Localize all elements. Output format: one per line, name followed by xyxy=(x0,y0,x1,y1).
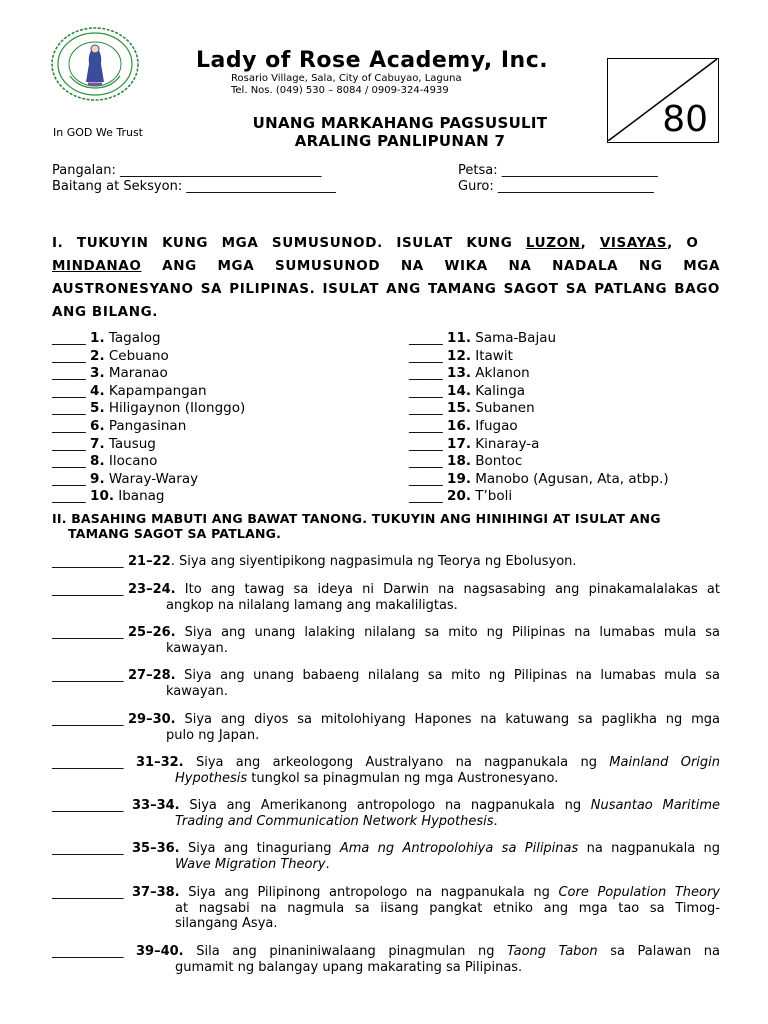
separator: , O xyxy=(667,235,699,251)
list-item[interactable]: _____ 14. Kalinga xyxy=(409,382,526,399)
school-address: Rosario Village, Sala, City of Cabuyao, Laguna xyxy=(231,73,462,84)
school-motto: In GOD We Trust xyxy=(53,126,143,138)
date-field[interactable]: Petsa: ________________________ xyxy=(458,163,658,178)
list-item[interactable]: _____ 13. Aklanon xyxy=(409,365,530,382)
answer-blank[interactable]: ___________ xyxy=(52,668,124,683)
part1-instr-text: ANG MGA SUMUSUNOD NA WIKA NA NADALA NG MGA AUSTRONESYANO SA PILIPINAS. ISULAT ANG TAMANG SAGOT SA PATLANG BAGO ANG BILANG. xyxy=(52,258,720,320)
list-item[interactable]: _____ 15. Subanen xyxy=(409,400,535,417)
school-name: Lady of Rose Academy, Inc. xyxy=(196,48,549,73)
total-score: 80 xyxy=(662,99,708,140)
list-item[interactable]: _____ 16. Ifugao xyxy=(409,417,518,434)
school-seal-logo xyxy=(50,26,140,102)
answer-blank[interactable]: ___________ xyxy=(52,625,124,640)
question-23-24: ___________ 23–24. Ito ang tawag sa ideya ni Darwin na nagsasabing ang pinakamalalakas at angkop na nilalang lamang ang makaliligtas. xyxy=(52,582,720,613)
luzon-label: LUZON xyxy=(525,235,581,251)
list-item[interactable]: _____ 7. Tausug xyxy=(52,435,156,452)
list-item[interactable]: _____ 8. Ilocano xyxy=(52,453,158,470)
name-field[interactable]: Pangalan: _______________________________ xyxy=(52,163,322,178)
school-phone: Tel. Nos. (049) 530 – 8084 / 0909-324-4939 xyxy=(231,85,449,96)
list-item[interactable]: _____ 6. Pangasinan xyxy=(52,417,187,434)
section-field[interactable]: Baitang at Seksyon: _______________________ xyxy=(52,179,336,194)
list-item[interactable]: _____ 17. Kinaray-a xyxy=(409,435,540,452)
question-33-34: ___________ 33–34. Siya ang Amerikanong antropologo na nagpanukala ng Nusantao Maritime Trading and Communication Network Hypothesis. xyxy=(52,798,720,829)
list-item[interactable]: _____ 20. T’boli xyxy=(409,488,513,505)
school-address-block xyxy=(231,73,462,97)
list-item[interactable]: _____ 3. Maranao xyxy=(52,365,168,382)
exam-title-line-1: UNANG MARKAHANG PAGSUSULIT xyxy=(252,114,548,132)
list-item[interactable]: _____ 11. Sama-Bajau xyxy=(409,330,557,346)
list-item[interactable]: _____ 10. Ibanag xyxy=(52,488,165,505)
list-item[interactable]: _____ 9. Waray-Waray xyxy=(52,470,199,487)
question-37-38: ___________ 37–38. Siya ang Pilipinong antropologo na nagpanukala ng Core Population Theory at nagsabi na nagmula sa iisang pangkat etniko ang mga tao sa Timog- silangang Asya. xyxy=(52,885,720,931)
list-item[interactable]: _____ 5. Hiligaynon (Ilonggo) xyxy=(52,400,246,417)
list-item[interactable]: _____ 2. Cebuano xyxy=(52,347,169,364)
exam-title-line-2: ARALING PANLIPUNAN 7 xyxy=(294,132,506,150)
part1-instr-text: I. TUKUYIN KUNG MGA SUMUSUNOD. ISULAT KUNG xyxy=(52,235,526,251)
answer-blank[interactable]: ___________ xyxy=(52,554,124,569)
exam-title xyxy=(210,114,590,150)
answer-blank[interactable]: ___________ xyxy=(52,582,124,597)
part1-instructions xyxy=(52,232,720,324)
answer-blank[interactable]: ___________ xyxy=(52,885,124,900)
question-35-36: ___________ 35–36. Siya ang tinaguriang Ama ng Antropolohiya sa Pilipinas na nagpanukala ng Wave Migration Theory. xyxy=(52,841,721,872)
question-25-26: ___________ 25–26. Siya ang unang lalaking nilalang sa mito ng Pilipinas na lumabas mula sa kawayan. xyxy=(52,625,720,656)
score-box xyxy=(607,58,719,143)
answer-blank[interactable]: ___________ xyxy=(52,755,124,770)
list-item[interactable]: _____ 18. Bontoc xyxy=(409,453,523,470)
question-31-32: ___________ 31–32. Siya ang arkeologong Australyano na nagpanukala ng Mainland Origin Hypothesis tungkol sa pinagmulan ng mga Austronesyano. xyxy=(52,755,721,786)
part2-instr-line-2: TAMANG SAGOT SA PATLANG. xyxy=(68,526,282,541)
answer-blank[interactable]: ___________ xyxy=(52,712,124,727)
question-27-28: ___________ 27–28. Siya ang unang babaeng nilalang sa mito ng Pilipinas na lumabas mula sa kawayan. xyxy=(52,668,720,699)
list-item[interactable]: _____ 12. Itawit xyxy=(409,347,513,364)
teacher-field[interactable]: Guro: ________________________ xyxy=(458,179,654,194)
part2-instructions xyxy=(52,511,720,541)
separator: , xyxy=(580,235,600,251)
question-29-30: ___________ 29–30. Siya ang diyos sa mitolohiyang Hapones na katuwang sa paglikha ng mga pulo ng Japan. xyxy=(52,712,720,743)
answer-blank[interactable]: ___________ xyxy=(52,841,124,856)
answer-blank[interactable]: ___________ xyxy=(52,944,124,959)
question-21-22: ___________ 21–22. Siya ang siyentipikong nagpasimula ng Teorya ng Ebolusyon. xyxy=(52,554,577,569)
question-39-40: ___________ 39–40. Sila ang pinaniniwalaang pinagmulan ng Taong Tabon sa Palawan na gumamit ng balangay upang makarating sa Pilipinas. xyxy=(52,944,720,975)
visayas-label: VISAYAS xyxy=(599,235,668,251)
list-item[interactable]: _____ 4. Kapampangan xyxy=(52,382,207,399)
list-item[interactable]: _____ 19. Manobo (Agusan, Ata, atbp.) xyxy=(409,470,669,487)
part2-instr-line-1: II. BASAHING MABUTI ANG BAWAT TANONG. TUKUYIN ANG HINIHINGI AT ISULAT ANG xyxy=(52,511,661,526)
answer-blank[interactable]: ___________ xyxy=(52,798,124,813)
mindanao-label: MINDANAO xyxy=(52,258,142,274)
list-item[interactable]: _____ 1. Tagalog xyxy=(52,330,161,346)
part1-right-column xyxy=(409,330,669,506)
part1-left-column xyxy=(52,330,245,506)
